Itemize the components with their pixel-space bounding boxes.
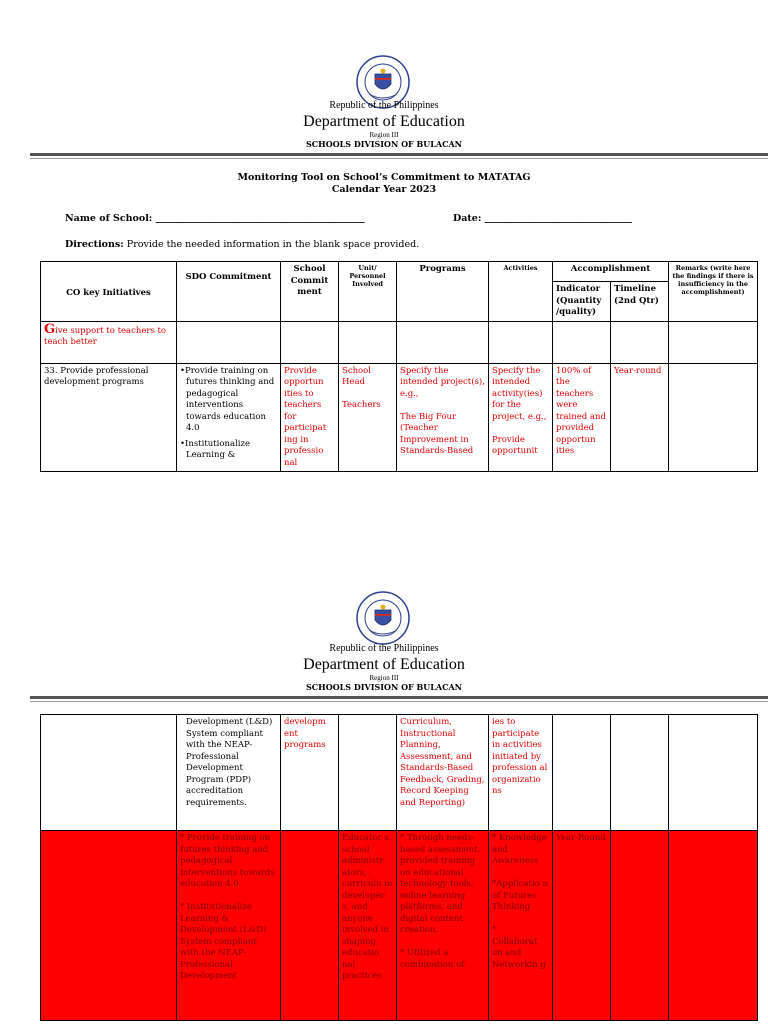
header-rule-thin <box>30 701 768 702</box>
sdo-bullet-1: •Provide training on futures thinking and pedagogical interventions towards education 4.0 <box>180 365 275 433</box>
header-timeline: Timeline (2nd Qtr) <box>611 282 669 322</box>
header-rule <box>30 153 768 156</box>
header-sdo: SDO Commitment <box>177 262 281 322</box>
header-activities: Activities <box>489 262 553 322</box>
empty-cell[interactable] <box>281 321 339 363</box>
empty-cell[interactable] <box>489 321 553 363</box>
indicator-cont[interactable] <box>553 715 611 831</box>
empty-cell[interactable] <box>553 321 611 363</box>
header-rule-thin <box>30 158 768 159</box>
republic-line: Republic of the Philippines <box>329 643 439 654</box>
school-commitment-33[interactable]: Provide opportun ities to teachers for participat ing in professio nal <box>281 363 339 472</box>
header-indicator: Indicator (Quantity /quality) <box>553 282 611 322</box>
co-initiative-33: 33. Provide professional development programs <box>41 363 177 472</box>
support-first-letter: G <box>44 321 56 337</box>
indicator-33[interactable]: 100% of the teachers were trained and provided opportun ities <box>553 363 611 472</box>
deped-seal-icon <box>355 590 411 646</box>
header-school: School Commit ment <box>281 262 339 322</box>
monitoring-table-continued <box>40 714 758 1021</box>
department-title: Department of Education <box>303 656 465 673</box>
header-remarks: Remarks (write here the findings if there is insufficiency in the accomplishment) <box>669 262 758 322</box>
empty-cell[interactable] <box>669 321 758 363</box>
support-cell <box>41 321 177 363</box>
directions-label: Directions: <box>65 239 124 250</box>
support-text: ive support to teachers to teach better <box>44 325 167 347</box>
header-co: CO key Initiatives <box>41 262 177 322</box>
department-title: Department of Education <box>303 113 465 130</box>
region-line: Region III <box>369 674 399 682</box>
red-unit-personnel[interactable]: Educator s, school administr ators, curriculu m developer s, and anyone involved in shaping educatio nal practices <box>339 831 397 1021</box>
red-indicator[interactable]: Year-Round <box>553 831 611 1021</box>
remarks-33[interactable] <box>669 363 758 472</box>
sdo-commitment-cont: Development (L&D) System compliant with the NEAP-Professional Development Program (PDP) accreditation requirements. <box>177 715 281 831</box>
sdo-commitment-33 <box>177 363 281 472</box>
co-cont-cell[interactable] <box>41 715 177 831</box>
timeline-33[interactable]: Year-round <box>611 363 669 472</box>
header-accomplishment: Accomplishment <box>553 262 669 282</box>
unit-personnel-33[interactable]: School Head Teachers <box>339 363 397 472</box>
page-1 <box>0 0 768 510</box>
directions <box>65 239 419 250</box>
republic-line: Republic of the Philippines <box>329 100 439 111</box>
red-programs[interactable]: * Through needs-based assessment, provided training on educational technology tools, online learning platforms, and digital content creation. * Utilized a combination of <box>397 831 489 1021</box>
header-programs: Programs <box>397 262 489 322</box>
form-subtitle: Calendar Year 2023 <box>331 184 437 195</box>
red-co-cell[interactable] <box>41 831 177 1021</box>
red-sdo-commitment[interactable]: * Provide training on futures thinking and pedagogical interventions towards education 4.0 * Institutionalize Learning & Development (L&D) System compliant with the NEAP-Professional Development <box>177 831 281 1021</box>
date-field[interactable]: Date: _______________________________ <box>453 213 632 224</box>
empty-cell[interactable] <box>339 321 397 363</box>
unit-cont[interactable] <box>339 715 397 831</box>
red-activities[interactable]: * Knowledge and Awareness *Applicatio n of Futures Thinking * Collaborat on and Networkin g <box>489 831 553 1021</box>
empty-cell[interactable] <box>177 321 281 363</box>
header-rule <box>30 696 768 699</box>
empty-cell[interactable] <box>397 321 489 363</box>
division-line: SCHOOLS DIVISION OF BULACAN <box>306 682 462 692</box>
school-name-field[interactable]: Name of School: ____________________________________________ <box>65 213 365 224</box>
school-commitment-cont[interactable]: developm ent programs <box>281 715 339 831</box>
programs-33[interactable]: Specify the intended project(s), e.g., The Big Four (Teacher Improvement in Standards-Based <box>397 363 489 472</box>
monitoring-table <box>40 261 758 472</box>
page-gap <box>0 510 768 580</box>
division-line: SCHOOLS DIVISION OF BULACAN <box>306 139 462 149</box>
red-remarks-cell[interactable] <box>669 831 758 1021</box>
timeline-cont[interactable] <box>611 715 669 831</box>
sdo-bullet-2: •Institutionalize Learning & <box>180 438 250 460</box>
header-unit: Unit/ Personnel Involved <box>339 262 397 322</box>
activities-33[interactable]: Specify the intended activity(ies) for the project, e.g., Provide opportunit <box>489 363 553 472</box>
page-2 <box>0 580 768 1024</box>
empty-cell[interactable] <box>611 321 669 363</box>
red-school-cell[interactable] <box>281 831 339 1021</box>
directions-text: Provide the needed information in the blank space provided. <box>123 239 420 250</box>
red-timeline-cell[interactable] <box>611 831 669 1021</box>
remarks-cont[interactable] <box>669 715 758 831</box>
activities-cont[interactable]: ies to participate in activities initiated by profession al organizatio ns <box>489 715 553 831</box>
programs-cont[interactable]: Curriculum, Instructional Planning, Assessment, and Standards-Based Feedback, Grading, Record Keeping and Reporting) <box>397 715 489 831</box>
form-title: Monitoring Tool on School’s Commitment to MATATAG <box>237 172 531 183</box>
region-line: Region III <box>369 131 399 139</box>
